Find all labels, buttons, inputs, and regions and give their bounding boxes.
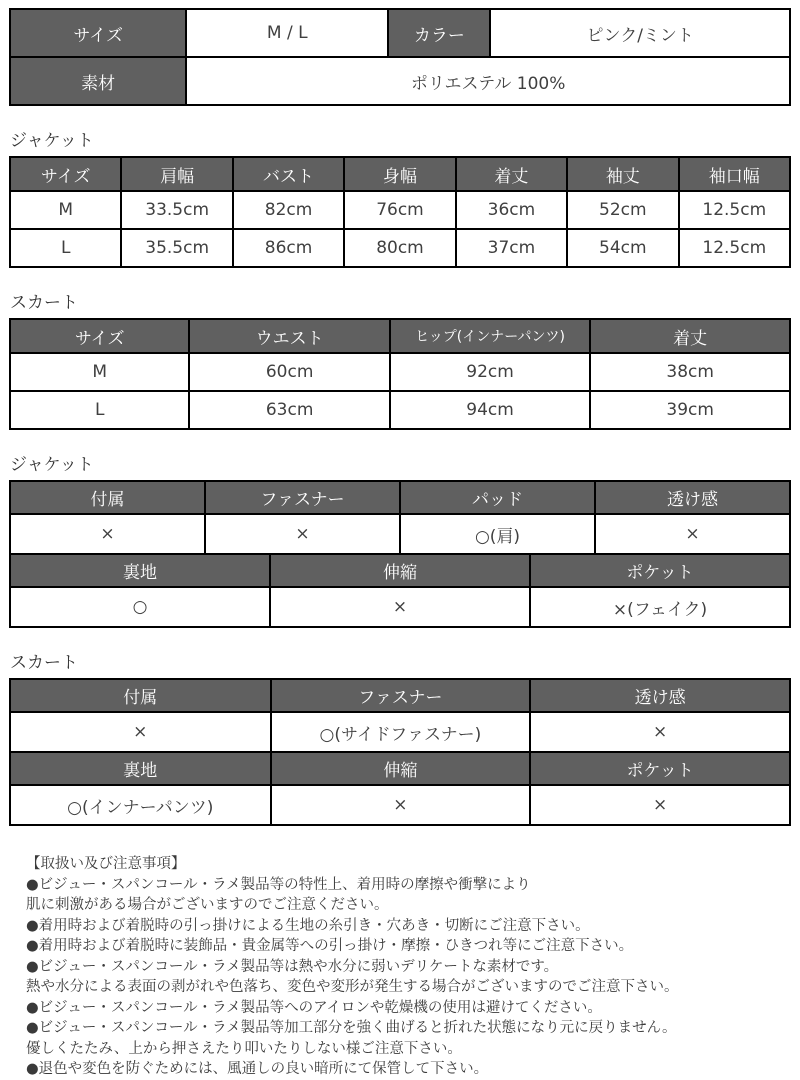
data-cell: × xyxy=(205,514,400,554)
data-cell: L xyxy=(10,229,121,267)
column-header: ポケット xyxy=(530,554,790,587)
care-note-line: ●着用時および着脱時に装飾品・貴金属等への引っ掛け・摩擦・ひきつれ等にご注意下さい。 xyxy=(26,938,634,954)
column-header: 付属 xyxy=(10,481,205,514)
jacket-detail-table xyxy=(9,480,791,628)
data-cell: 52cm xyxy=(567,191,678,229)
data-cell: 94cm xyxy=(390,391,590,429)
data-cell: × xyxy=(10,514,205,554)
column-header: バスト xyxy=(233,157,344,191)
column-header: ファスナー xyxy=(271,679,531,712)
skirt-size-table xyxy=(9,318,791,430)
table-row xyxy=(10,514,790,554)
table-row xyxy=(10,679,790,712)
table-row xyxy=(10,712,790,752)
color-value-cell: ピンク/ミント xyxy=(490,9,790,57)
table-row xyxy=(10,785,790,825)
data-cell: 39cm xyxy=(590,391,790,429)
material-header-cell: 素材 xyxy=(10,57,186,105)
column-header: 透け感 xyxy=(595,481,790,514)
data-cell: 33.5cm xyxy=(121,191,232,229)
jacket-size-section-label: ジャケット xyxy=(10,131,94,151)
data-cell: 92cm xyxy=(390,353,590,391)
column-header: 着丈 xyxy=(456,157,567,191)
data-cell: M xyxy=(10,191,121,229)
data-cell: × xyxy=(530,785,790,825)
data-cell: × xyxy=(530,712,790,752)
table-row xyxy=(10,554,790,587)
data-cell: × xyxy=(595,514,790,554)
jacket-detail-section-label: ジャケット xyxy=(10,455,94,475)
data-cell: 60cm xyxy=(189,353,389,391)
care-note-line: 熱や水分による表面の剥がれや色落ち、変色や変形が発生する場合がございますのでご注意下さい。 xyxy=(26,979,679,995)
data-cell: 36cm xyxy=(456,191,567,229)
table-row xyxy=(10,229,790,267)
table-row xyxy=(10,191,790,229)
column-header: 袖丈 xyxy=(567,157,678,191)
column-header: 裏地 xyxy=(10,554,270,587)
column-header: パッド xyxy=(400,481,595,514)
table-row xyxy=(10,481,790,514)
care-note-line: 肌に刺激がある場合がございますのでご注意ください。 xyxy=(26,897,389,913)
care-notes xyxy=(26,854,791,1080)
table-row xyxy=(10,353,790,391)
skirt-detail-section-label: スカート xyxy=(10,653,78,673)
column-header: 肩幅 xyxy=(121,157,232,191)
column-header: 伸縮 xyxy=(270,554,530,587)
data-cell: ×(フェイク) xyxy=(530,587,790,627)
data-cell: × xyxy=(270,587,530,627)
column-header: 袖口幅 xyxy=(679,157,790,191)
table-row xyxy=(10,587,790,627)
care-note-line: ●ビジュー・スパンコール・ラメ製品等の特性上、着用時の摩擦や衝撃により xyxy=(26,876,531,893)
data-cell: ○(肩) xyxy=(400,514,595,554)
data-cell: L xyxy=(10,391,189,429)
data-cell: 35.5cm xyxy=(121,229,232,267)
data-cell: × xyxy=(271,785,531,825)
data-cell: ○(インナーパンツ) xyxy=(10,785,271,825)
column-header: ポケット xyxy=(530,752,790,785)
column-header: 伸縮 xyxy=(271,752,531,785)
data-cell: ○ xyxy=(10,587,270,627)
data-cell: 76cm xyxy=(344,191,455,229)
care-note-line: ●着用時および着脱時の引っ掛けによる生地の糸引き・穴あき・切断にご注意下さい。 xyxy=(26,917,590,934)
care-note-line: ●ビジュー・スパンコール・ラメ製品等へのアイロンや乾燥機の使用は避けてください。 xyxy=(26,999,602,1016)
table-row xyxy=(10,57,790,105)
size-header-cell: サイズ xyxy=(10,9,186,57)
data-cell: × xyxy=(10,712,271,752)
table-row xyxy=(10,752,790,785)
column-header: ファスナー xyxy=(205,481,400,514)
table-row xyxy=(10,391,790,429)
data-cell: 63cm xyxy=(189,391,389,429)
column-header: 身幅 xyxy=(344,157,455,191)
data-cell: ○(サイドファスナー) xyxy=(271,712,531,752)
column-header: 着丈 xyxy=(590,319,790,353)
data-cell: 38cm xyxy=(590,353,790,391)
column-header: サイズ xyxy=(10,319,189,353)
care-note-line: ●ビジュー・スパンコール・ラメ製品等加工部分を強く曲げると折れた状態になり元に戻りません。 xyxy=(26,1020,677,1036)
column-header: サイズ xyxy=(10,157,121,191)
table-row xyxy=(10,319,790,353)
data-cell: 12.5cm xyxy=(679,191,790,229)
data-cell: 80cm xyxy=(344,229,455,267)
data-cell: 37cm xyxy=(456,229,567,267)
material-value-cell: ポリエステル 100% xyxy=(186,57,790,105)
skirt-detail-table xyxy=(9,678,791,826)
data-cell: 86cm xyxy=(233,229,344,267)
color-header-cell: カラー xyxy=(388,9,490,57)
column-header: 裏地 xyxy=(10,752,271,785)
skirt-size-section-label: スカート xyxy=(10,293,78,313)
care-note-line: ●ビジュー・スパンコール・ラメ製品等は熱や水分に弱いデリケートな素材です。 xyxy=(26,958,559,975)
data-cell: M xyxy=(10,353,189,391)
care-note-line: ●退色や変色を防ぐためには、風通しの良い暗所にて保管して下さい。 xyxy=(26,1061,489,1077)
data-cell: 12.5cm xyxy=(679,229,790,267)
table-row xyxy=(10,157,790,191)
column-header: 付属 xyxy=(10,679,271,712)
data-cell: 54cm xyxy=(567,229,678,267)
jacket-size-table xyxy=(9,156,791,268)
care-notes-title: 【取扱い及び注意事項】 xyxy=(26,856,186,872)
data-cell: 82cm xyxy=(233,191,344,229)
care-note-line: 優しくたたみ、上から押さえたり叩いたりしない様ご注意下さい。 xyxy=(26,1040,462,1057)
column-header: ヒップ(インナーパンツ) xyxy=(390,319,590,353)
table-row xyxy=(10,9,790,57)
column-header: 透け感 xyxy=(530,679,790,712)
column-header: ウエスト xyxy=(189,319,389,353)
size-value-cell: M / L xyxy=(186,9,388,57)
summary-table xyxy=(9,8,791,106)
